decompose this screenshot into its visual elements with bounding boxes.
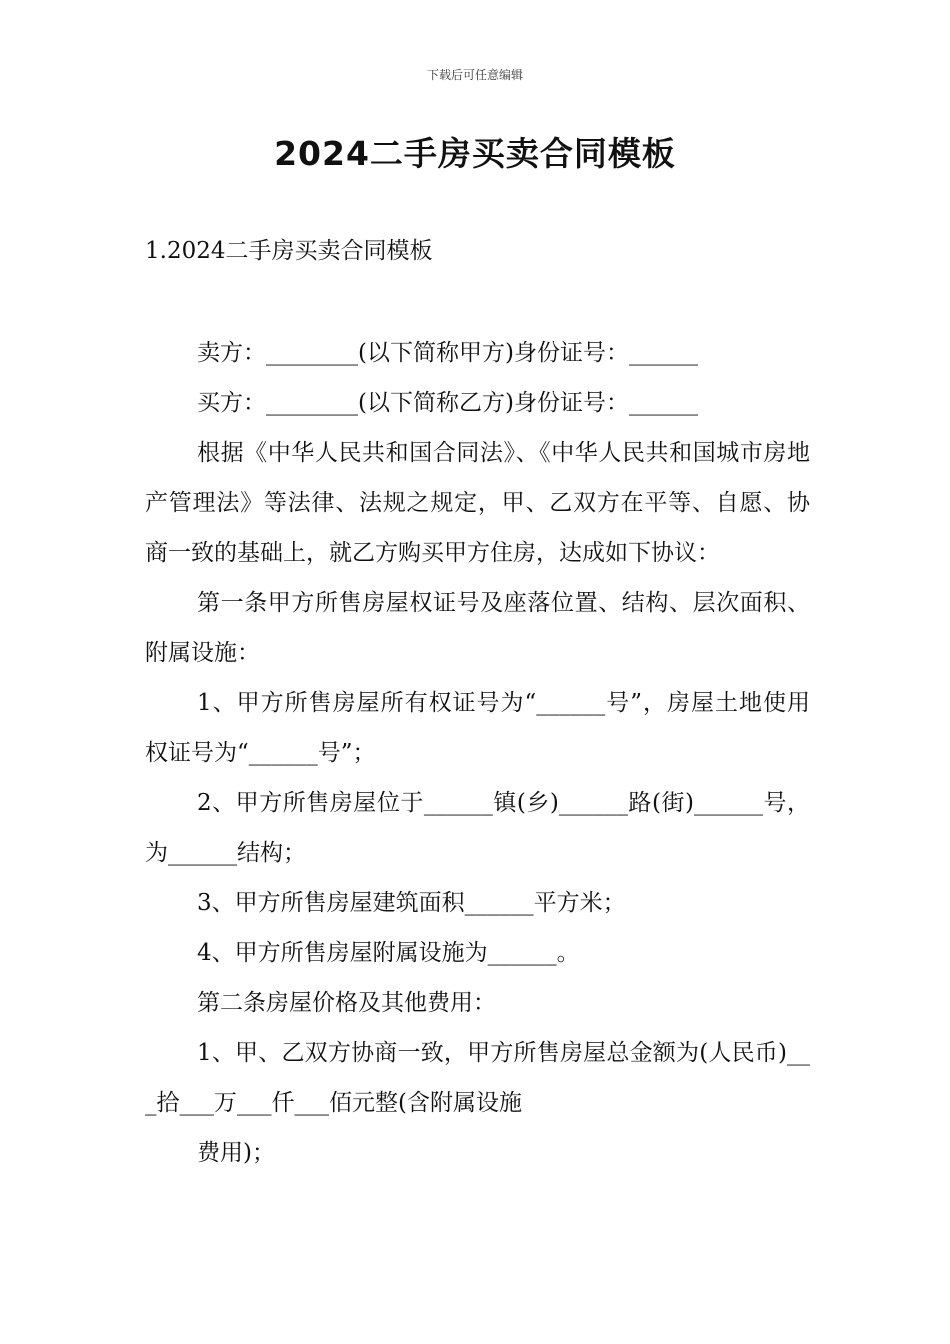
seller-line: 卖方：________(以下简称甲方)身份证号：______ (197, 340, 698, 366)
article-one-item-1: 1、甲方所售房屋所有权证号为“______号”，房屋土地使用权证号为“______号”； (145, 690, 810, 766)
article-two-heading: 第二条房屋价格及其他费用： (197, 990, 496, 1016)
article-one-item-3: 3、甲方所售房屋建筑面积______平方米； (197, 890, 626, 916)
article-one-item-2: 2、甲方所售房屋位于______镇(乡)______路(街)______号，为______结构； (145, 790, 810, 866)
article-one-item-4: 4、甲方所售房屋附属设施为______。 (197, 940, 580, 966)
article-two-item-1: 1、甲、乙双方协商一致，甲方所售房屋总金额为(人民币)___拾___万___仟___佰元整(含附属设施 (145, 1040, 810, 1116)
legal-basis-paragraph: 根据《中华人民共和国合同法》、《中华人民共和国城市房地产管理法》等法律、法规之规定，甲、乙双方在平等、自愿、协商一致的基础上，就乙方购买甲方住房，达成如下协议： (145, 440, 810, 566)
section-heading: 1.2024二手房买卖合同模板 (145, 238, 433, 264)
buyer-line: 买方：________(以下简称乙方)身份证号：______ (197, 390, 698, 416)
contract-body (145, 328, 810, 1178)
document-title: 2024二手房买卖合同模板 (274, 134, 676, 173)
article-one-heading: 第一条甲方所售房屋权证号及座落位置、结构、层次面积、附属设施： (145, 590, 810, 666)
article-two-item-1-continuation: 费用)； (197, 1140, 275, 1166)
header-note: 下载后可任意编辑 (426, 68, 523, 82)
